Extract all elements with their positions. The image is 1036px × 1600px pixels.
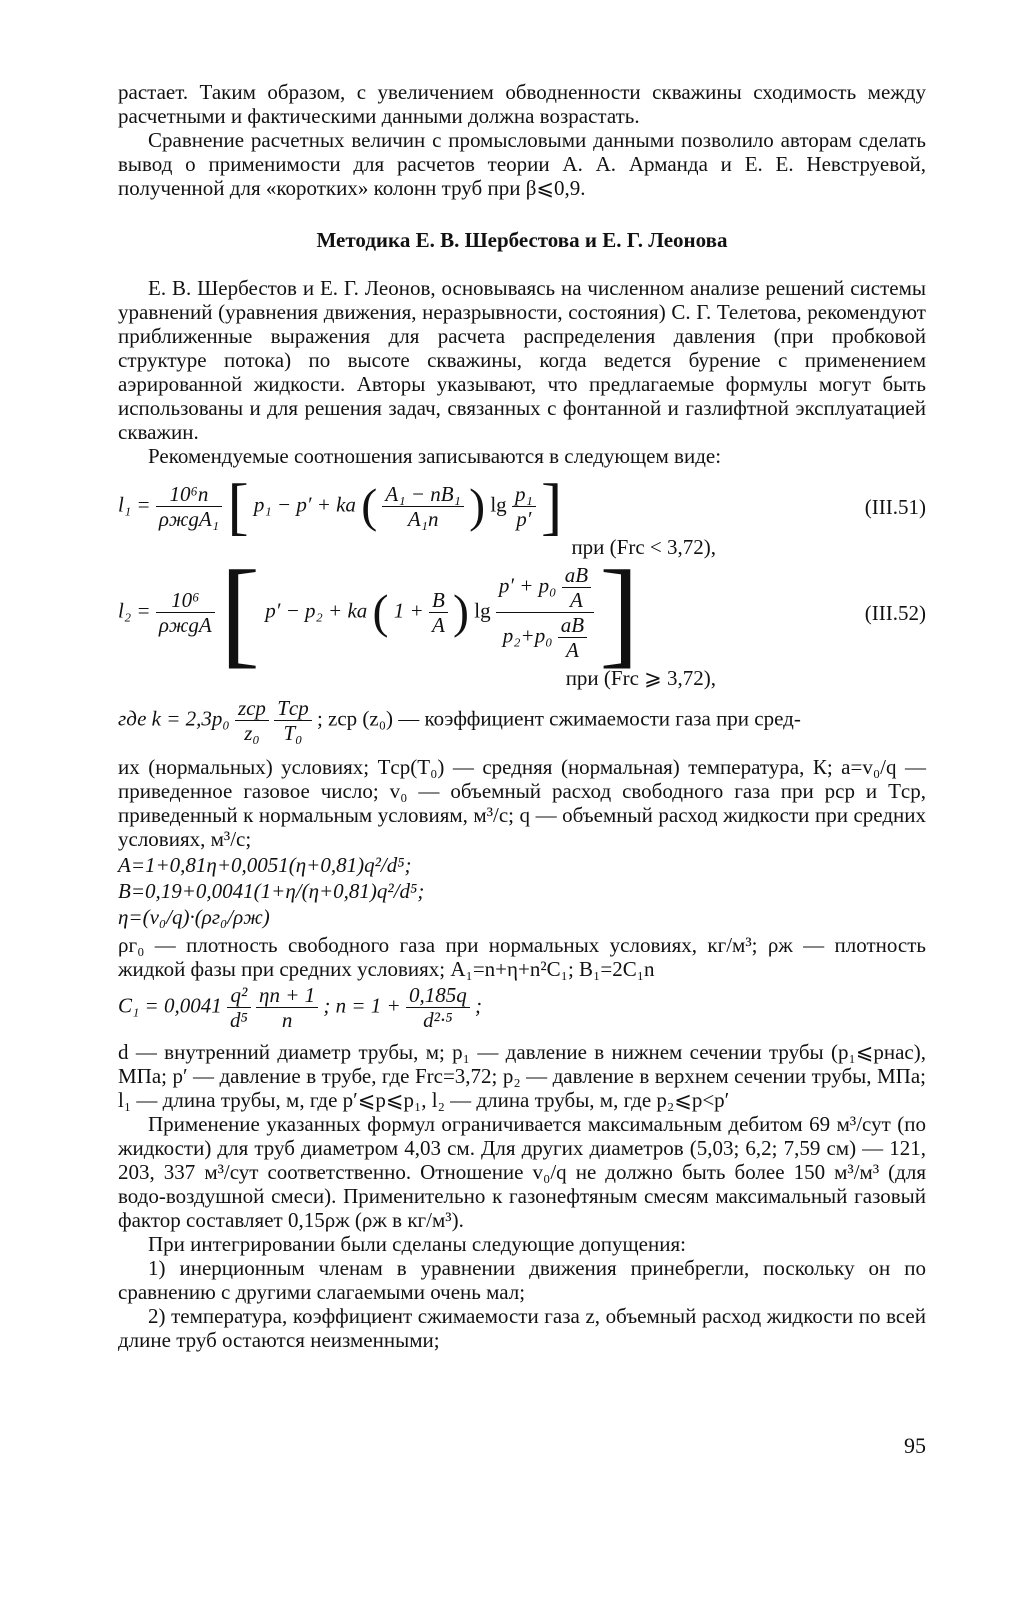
- formula-condition: при (Frс ⩾ 3,72),: [565, 666, 716, 690]
- paragraph: 2) температура, коэффициент сжимаемости газа z, объемный расход жидкости по всей длине труб остаются неизменными;: [118, 1304, 926, 1352]
- formula-c1: C₁ = 0,0041 $\frac{\text{q²}}{\text{d⁵}}$ $\frac{\eta n + 1}{n}$ ; n = 1 + $\frac{0,185q}{\text{d²·⁵}}$ ;: [118, 983, 482, 1032]
- paragraph: растает. Таким образом, с увеличением обводненности скважины сходимость между расчетными и фактическими данными должна возрастать.: [118, 80, 926, 128]
- paragraph: Рекомендуемые соотношения записываются в следующем виде:: [148, 444, 722, 468]
- definition-k: где k = 2,3p₀ $\frac{\text{zср}}{\text{z₀}}$ $\frac{\text{Tср}}{\text{T₀}}$ ; zср (z₀) — коэффициент сжимаемости газа при сред-: [118, 696, 801, 745]
- paragraph: Сравнение расчетных величин с промысловыми данными позволило авторам сделать вывод о применимости для расчетов теории А. А. Арманда и Е. Е. Невструевой, полученной для «коротких» колонн труб при β⩽0,9.: [118, 128, 926, 200]
- paragraph: их (нормальных) условиях; Tср(T₀) — средняя (нормальная) температура, К; a=v₀/q — приведенное газовое число; v₀ — объемный расход свободного газа при pср и Tср, приведенный к нормальным условиям, м³/с; q — объемный расход жидкости при средних условиях, м³/с;: [118, 755, 926, 851]
- paragraph: ρг₀ — плотность свободного газа при нормальных условиях, кг/м³; ρж — плотность жидкой фазы при средних условиях; A₁=n+η+n²C₁; B₁=2C₁n: [118, 933, 926, 981]
- formula-lhs: l₂ =: [118, 598, 151, 623]
- fraction: $\frac{\text{A₁ − nB₁}}{\text{A₁n}}$: [382, 482, 463, 531]
- section-heading: Методика Е. В. Шербестова и Е. Г. Леонова: [316, 228, 728, 252]
- page-number: 95: [904, 1433, 926, 1458]
- fraction: $\frac{\text{zср}}{\text{z₀}}$: [235, 696, 269, 745]
- formula-lhs: l₁ =: [118, 492, 151, 517]
- fraction: p′ + p₀ $\frac{aB}{A}$ p₂+p₀ $\frac{aB}{A}$: [496, 563, 594, 662]
- fraction: $\frac{\text{10⁶n}}{\text{ρжgA₁}}$: [156, 482, 222, 531]
- fraction: $\frac{B}{A}$: [429, 588, 448, 637]
- fraction: $\frac{\text{Tср}}{\text{T₀}}$: [274, 696, 312, 745]
- paragraph: Применение указанных формул ограничивается максимальным дебитом 69 м³/сут (по жидкости) для труб диаметром 4,03 см. Для других диаметров (5,03; 6,2; 7,59 см) — 121, 203, 337 м³/сут соответственно. Отношение v₀/q не должно быть более 150 м³/м³ (для водо-воздушной смеси). Применительно к газонефтяным смесям максимальный газовый фактор составляет 0,15ρж (ρж в кг/м³).: [118, 1112, 926, 1232]
- paragraph: При интегрировании были сделаны следующие допущения:: [148, 1232, 686, 1256]
- fraction: $\frac{\text{q²}}{\text{d⁵}}$: [227, 983, 251, 1032]
- fraction: $\frac{0,185q}{\text{d²·⁵}}$: [406, 983, 470, 1032]
- fraction: $\frac{\eta n + 1}{n}$: [256, 983, 318, 1032]
- formula-condition: при (Frс < 3,72),: [571, 535, 716, 559]
- formula-iii-52: l₂ = $\frac{\text{10⁶}}{\text{ρжgA}}$ [ p′ − p₂ + ka ( 1 + $\frac{B}{A}$ ) lg p′ + p₀ $\frac{aB}{A}$ p₂+p₀ $\frac{aB}{A}$ ] (III.52): [118, 545, 926, 679]
- fraction: $\frac{\text{10⁶}}{\text{ρжgA}}$: [156, 588, 215, 637]
- paragraph: 1) инерционным членам в уравнении движения принебрегли, поскольку он по сравнению с другими слагаемыми очень мал;: [118, 1256, 926, 1304]
- paragraph: Е. В. Шербестов и Е. Г. Леонов, основываясь на численном анализе решений системы уравнений (уравнения движения, неразрывности, состояния) С. Г. Телетова, рекомендуют приближенные выражения для расчета распределения давления (при пробковой структуре потока) по высоте скважины, когда ведется бурение с применением аэрированной жидкости. Авторы указывают, что предлагаемые формулы могут быть использованы и для решения задач, связанных с фонтанной и газлифтной эксплуатацией скважин.: [118, 276, 926, 444]
- fraction: $\frac{\text{p₁}}{p'}$: [512, 482, 536, 531]
- equation-b: B=0,19+0,0041(1+η/(η+0,81)q²/d⁵;: [118, 879, 425, 903]
- equation-eta: η=(v₀/q)·(ρг₀/ρж): [118, 905, 270, 929]
- formula-iii-51: l₁ = $\frac{\text{10⁶n}}{\text{ρжgA₁}}$ [ p₁ − p′ + ka ( $\frac{\text{A₁ − nB₁}}{\text{A₁n}}$ ) lg $\frac{\text{p₁}}{p'}$ ] (III.51): [118, 470, 926, 542]
- equation-number: (III.51): [864, 494, 926, 519]
- equation-a: A=1+0,81η+0,0051(η+0,81)q²/d⁵;: [118, 853, 412, 877]
- paragraph: d — внутренний диаметр трубы, м; p₁ — давление в нижнем сечении трубы (p₁⩽pнас), МПа; p′ — давление в трубе, где Frс=3,72; p₂ — давление в верхнем сечении трубы, МПа; l₁ — длина трубы, м, где p′⩽p⩽p₁, l₂ — длина трубы, м, где p₂⩽p<p′: [118, 1040, 926, 1112]
- equation-number: (III.52): [864, 600, 926, 625]
